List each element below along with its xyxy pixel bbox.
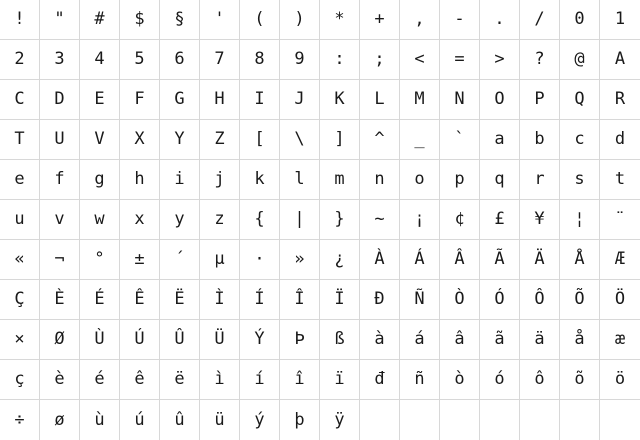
glyph-cell: è (40, 360, 80, 400)
glyph-cell: f (40, 160, 80, 200)
glyph-cell: g (80, 160, 120, 200)
glyph-cell: ò (440, 360, 480, 400)
glyph-cell: , (400, 0, 440, 40)
glyph-cell: Ã (480, 240, 520, 280)
glyph-cell: h (120, 160, 160, 200)
glyph-cell: Ç (0, 280, 40, 320)
glyph-cell: Î (280, 280, 320, 320)
glyph-cell: ú (120, 400, 160, 440)
glyph-cell: ì (200, 360, 240, 400)
glyph-cell: á (400, 320, 440, 360)
glyph-cell: ¿ (320, 240, 360, 280)
glyph-cell: î (280, 360, 320, 400)
glyph-cell: y (160, 200, 200, 240)
glyph-cell: ¢ (440, 200, 480, 240)
glyph-cell: $ (120, 0, 160, 40)
glyph-cell: . (480, 0, 520, 40)
glyph-cell: Å (560, 240, 600, 280)
glyph-cell: ä (520, 320, 560, 360)
glyph-cell: [ (240, 120, 280, 160)
glyph-cell: Ì (200, 280, 240, 320)
glyph-cell: i (160, 160, 200, 200)
glyph-cell: 0 (560, 0, 600, 40)
glyph-cell: A (600, 40, 640, 80)
glyph-cell: ü (200, 400, 240, 440)
glyph-cell (560, 400, 600, 440)
glyph-cell: c (560, 120, 600, 160)
glyph-cell: C (0, 80, 40, 120)
glyph-cell: H (200, 80, 240, 120)
glyph-cell: R (600, 80, 640, 120)
glyph-cell: ã (480, 320, 520, 360)
glyph-cell (440, 400, 480, 440)
glyph-cell: § (160, 0, 200, 40)
glyph-cell: Q (560, 80, 600, 120)
glyph-cell: \ (280, 120, 320, 160)
glyph-cell: Ý (240, 320, 280, 360)
glyph-cell: 5 (120, 40, 160, 80)
glyph-cell: Ð (360, 280, 400, 320)
glyph-cell: @ (560, 40, 600, 80)
glyph-cell: V (80, 120, 120, 160)
glyph-cell: e (0, 160, 40, 200)
glyph-cell: ~ (360, 200, 400, 240)
glyph-cell (600, 400, 640, 440)
glyph-cell: È (40, 280, 80, 320)
glyph-cell: j (200, 160, 240, 200)
glyph-cell: b (520, 120, 560, 160)
glyph-cell: Z (200, 120, 240, 160)
glyph-cell: ¬ (40, 240, 80, 280)
glyph-cell: ê (120, 360, 160, 400)
glyph-cell: d (600, 120, 640, 160)
glyph-cell (520, 400, 560, 440)
glyph-cell: ÷ (0, 400, 40, 440)
glyph-cell: Ñ (400, 280, 440, 320)
glyph-cell: = (440, 40, 480, 80)
glyph-cell: " (40, 0, 80, 40)
glyph-cell: O (480, 80, 520, 120)
glyph-cell: í (240, 360, 280, 400)
glyph-cell: x (120, 200, 160, 240)
glyph-cell: ñ (400, 360, 440, 400)
glyph-cell: ± (120, 240, 160, 280)
glyph-cell: à (360, 320, 400, 360)
glyph-cell: Ó (480, 280, 520, 320)
glyph-cell: w (80, 200, 120, 240)
glyph-cell: ! (0, 0, 40, 40)
glyph-cell: £ (480, 200, 520, 240)
glyph-cell: ¦ (560, 200, 600, 240)
glyph-cell: v (40, 200, 80, 240)
glyph-cell: P (520, 80, 560, 120)
glyph-cell: ´ (160, 240, 200, 280)
glyph-cell: 8 (240, 40, 280, 80)
glyph-cell: : (320, 40, 360, 80)
glyph-cell: ß (320, 320, 360, 360)
glyph-cell: » (280, 240, 320, 280)
glyph-cell: G (160, 80, 200, 120)
glyph-cell: õ (560, 360, 600, 400)
glyph-cell: ¡ (400, 200, 440, 240)
glyph-cell: û (160, 400, 200, 440)
glyph-cell: < (400, 40, 440, 80)
glyph-cell: ? (520, 40, 560, 80)
glyph-cell: Ï (320, 280, 360, 320)
glyph-cell: 6 (160, 40, 200, 80)
glyph-cell: ¥ (520, 200, 560, 240)
glyph-cell: k (240, 160, 280, 200)
glyph-cell: Ô (520, 280, 560, 320)
glyph-cell: ' (200, 0, 240, 40)
glyph-cell: T (0, 120, 40, 160)
glyph-cell: 1 (600, 0, 640, 40)
glyph-cell: ° (80, 240, 120, 280)
glyph-cell: ö (600, 360, 640, 400)
glyph-cell: U (40, 120, 80, 160)
glyph-cell: L (360, 80, 400, 120)
glyph-cell (480, 400, 520, 440)
glyph-cell: É (80, 280, 120, 320)
glyph-cell: Ü (200, 320, 240, 360)
glyph-cell: s (560, 160, 600, 200)
glyph-cell: µ (200, 240, 240, 280)
glyph-cell: { (240, 200, 280, 240)
glyph-cell: 4 (80, 40, 120, 80)
glyph-cell: 3 (40, 40, 80, 80)
glyph-cell: X (120, 120, 160, 160)
glyph-cell: u (0, 200, 40, 240)
glyph-cell: ; (360, 40, 400, 80)
glyph-cell: ^ (360, 120, 400, 160)
glyph-cell: F (120, 80, 160, 120)
glyph-cell: N (440, 80, 480, 120)
glyph-cell: q (480, 160, 520, 200)
glyph-cell: å (560, 320, 600, 360)
glyph-cell: M (400, 80, 440, 120)
glyph-cell: r (520, 160, 560, 200)
glyph-cell: z (200, 200, 240, 240)
glyph-cell: Â (440, 240, 480, 280)
glyph-cell: ý (240, 400, 280, 440)
glyph-cell: Þ (280, 320, 320, 360)
glyph-cell: ë (160, 360, 200, 400)
glyph-cell: > (480, 40, 520, 80)
glyph-cell: æ (600, 320, 640, 360)
glyph-cell: ó (480, 360, 520, 400)
glyph-cell: Ö (600, 280, 640, 320)
glyph-cell: ô (520, 360, 560, 400)
glyph-cell (400, 400, 440, 440)
glyph-cell: I (240, 80, 280, 120)
glyph-cell: } (320, 200, 360, 240)
glyph-cell: Û (160, 320, 200, 360)
glyph-cell: ` (440, 120, 480, 160)
glyph-cell: ] (320, 120, 360, 160)
glyph-cell: Ù (80, 320, 120, 360)
glyph-cell: K (320, 80, 360, 120)
glyph-cell: a (480, 120, 520, 160)
glyph-cell: E (80, 80, 120, 120)
glyph-cell: # (80, 0, 120, 40)
glyph-cell: Ò (440, 280, 480, 320)
glyph-cell: Ä (520, 240, 560, 280)
glyph-cell: 9 (280, 40, 320, 80)
glyph-cell: p (440, 160, 480, 200)
glyph-cell: ø (40, 400, 80, 440)
glyph-cell: ç (0, 360, 40, 400)
glyph-cell: ù (80, 400, 120, 440)
glyph-cell: Õ (560, 280, 600, 320)
glyph-cell: J (280, 80, 320, 120)
glyph-cell: ) (280, 0, 320, 40)
glyph-cell: n (360, 160, 400, 200)
glyph-cell: Á (400, 240, 440, 280)
glyph-cell (360, 400, 400, 440)
glyph-cell: - (440, 0, 480, 40)
glyph-cell: Ø (40, 320, 80, 360)
glyph-cell: ÿ (320, 400, 360, 440)
glyph-cell: l (280, 160, 320, 200)
glyph-cell: đ (360, 360, 400, 400)
glyph-cell: À (360, 240, 400, 280)
glyph-cell: o (400, 160, 440, 200)
glyph-cell: â (440, 320, 480, 360)
glyph-cell: / (520, 0, 560, 40)
glyph-cell: 2 (0, 40, 40, 80)
glyph-cell: t (600, 160, 640, 200)
glyph-cell: Ê (120, 280, 160, 320)
glyph-cell: Æ (600, 240, 640, 280)
glyph-cell: 7 (200, 40, 240, 80)
glyph-cell: Y (160, 120, 200, 160)
glyph-cell: Ë (160, 280, 200, 320)
glyph-cell: « (0, 240, 40, 280)
glyph-cell: + (360, 0, 400, 40)
glyph-cell: D (40, 80, 80, 120)
glyph-cell: × (0, 320, 40, 360)
glyph-cell: ( (240, 0, 280, 40)
glyph-cell: _ (400, 120, 440, 160)
glyph-cell: · (240, 240, 280, 280)
glyph-cell: þ (280, 400, 320, 440)
glyph-cell: ¨ (600, 200, 640, 240)
glyph-cell: Í (240, 280, 280, 320)
glyph-cell: | (280, 200, 320, 240)
glyph-cell: Ú (120, 320, 160, 360)
glyph-cell: é (80, 360, 120, 400)
glyph-cell: * (320, 0, 360, 40)
glyph-cell: ï (320, 360, 360, 400)
glyph-cell: m (320, 160, 360, 200)
